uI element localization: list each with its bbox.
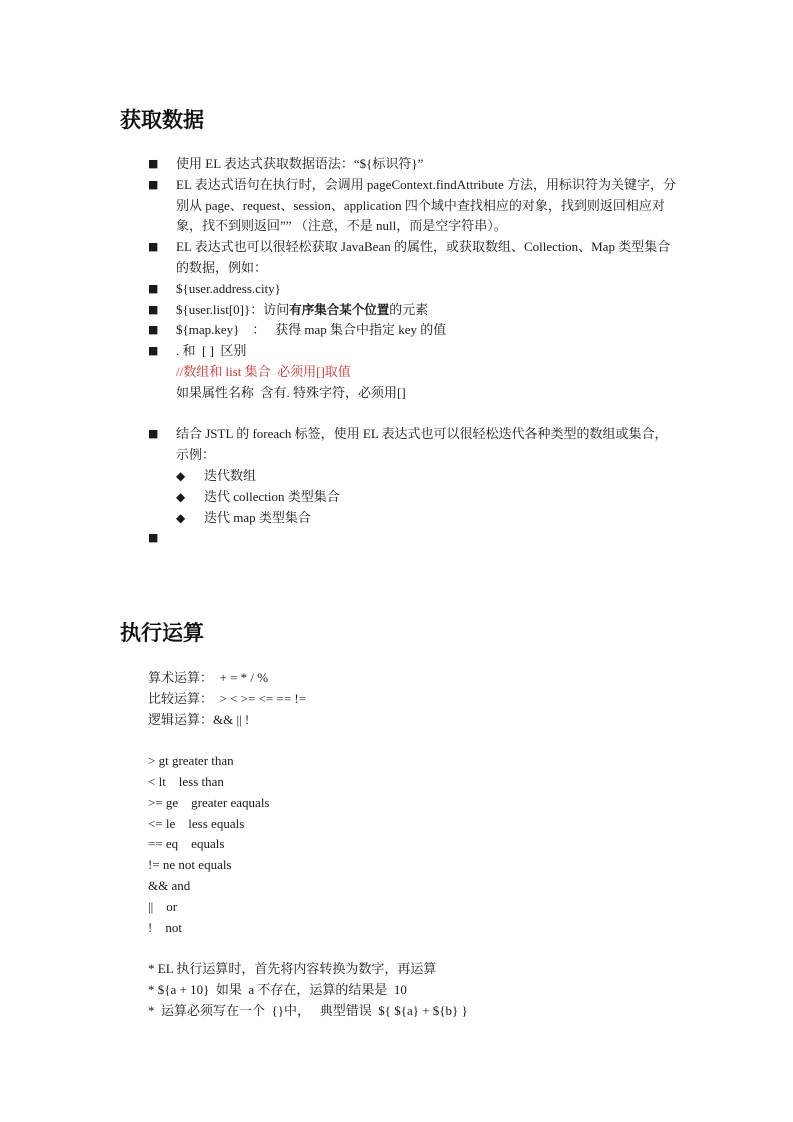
square-bullet-icon: ■ bbox=[148, 177, 159, 191]
square-bullet-icon: ■ bbox=[148, 344, 159, 358]
square-bullet-icon: ■ bbox=[148, 302, 159, 316]
list-item: ■ . 和 [ ] 区别 bbox=[148, 341, 678, 362]
list-item-empty bbox=[148, 528, 678, 549]
list-item: ■ ${user.address.city} bbox=[148, 279, 678, 300]
square-bullet-icon: ■ bbox=[148, 157, 159, 170]
op-line: 比较运算： > < >= <= == != bbox=[148, 690, 307, 706]
heading-operations: 执行运算 bbox=[120, 621, 204, 645]
compare-op-line: != ne not equals bbox=[148, 857, 232, 873]
heading-get-data: 获取数据 bbox=[120, 108, 204, 132]
sub-list-item: ◆ 迭代 collection 类型集合 bbox=[176, 487, 678, 508]
compare-op-line: || or bbox=[148, 898, 178, 914]
list-item: ■ 使用 EL 表达式获取数据语法：“${标识符}” bbox=[148, 154, 678, 175]
diamond-bullet-icon: ◆ bbox=[176, 510, 186, 525]
note: 如果属性名称 含有. 特殊字符，必须用[] bbox=[176, 384, 406, 400]
list-item: ■ EL 表达式语句在执行时，会调用 pageContext.findAttribute 方法，用标识符为关键字，分别从 page、request、session、application 四个域中查找相应的对象，找到则返回相应对象，找不到则返回”” （注意，不是 null，而是空字符串）。 bbox=[148, 176, 676, 234]
square-bullet-icon: ■ bbox=[148, 240, 159, 254]
list-item: ■ EL 表达式也可以很轻松获取 JavaBean 的属性，或获取数组、Collection、Map 类型集合的数据，例如： bbox=[148, 239, 671, 275]
sub-list-item: ◆ 迭代 map 类型集合 bbox=[176, 508, 678, 529]
red-note: //数组和 list 集合 必须用[]取值 bbox=[176, 363, 351, 379]
square-bullet-icon: ■ bbox=[148, 323, 159, 337]
operations-section bbox=[148, 668, 688, 1022]
op-line: 算术运算： + = * / % bbox=[148, 670, 269, 685]
compare-op-line: > gt greater than bbox=[148, 753, 234, 769]
square-bullet-icon: ■ bbox=[148, 281, 159, 295]
get-data-list bbox=[148, 154, 678, 549]
sub-list-item: ◆ 迭代数组 bbox=[176, 466, 678, 487]
diamond-bullet-icon: ◆ bbox=[176, 489, 186, 504]
list-item: ■ 结合 JSTL 的 foreach 标签，使用 EL 表达式也可以很轻松迭代各种类型的数组或集合，示例： bbox=[148, 426, 668, 463]
list-item: ■ ${user.list[0]}：访问有序集合某个位置的元素 bbox=[148, 300, 678, 321]
op-line: 逻辑运算：&& || ! bbox=[148, 711, 250, 727]
square-bullet-icon: ■ bbox=[148, 427, 159, 441]
note-line: * ${a + 10} 如果 a 不存在，运算的结果是 10 bbox=[148, 981, 407, 997]
list-item: ■ ${map.key} ： 获得 map 集合中指定 key 的值 bbox=[148, 320, 678, 341]
compare-op-line: && and bbox=[148, 877, 191, 893]
diamond-bullet-icon: ◆ bbox=[176, 468, 186, 483]
compare-op-line: < lt less than bbox=[148, 773, 224, 789]
square-bullet-icon: ■ bbox=[148, 531, 159, 545]
note-line: * EL 执行运算时，首先将内容转换为数字，再运算 bbox=[148, 961, 437, 977]
compare-op-line: ! not bbox=[148, 919, 182, 935]
note-line: * 运算必须写在一个 {}中， 典型错误 ${ ${a} + ${b} } bbox=[148, 1002, 468, 1018]
compare-op-line: == eq equals bbox=[148, 836, 225, 852]
bold-text: 有序集合某个位置 bbox=[289, 301, 390, 317]
compare-op-line: >= ge greater eaquals bbox=[148, 794, 270, 810]
sub-list bbox=[148, 466, 678, 528]
compare-op-line: <= le less equals bbox=[148, 815, 245, 831]
